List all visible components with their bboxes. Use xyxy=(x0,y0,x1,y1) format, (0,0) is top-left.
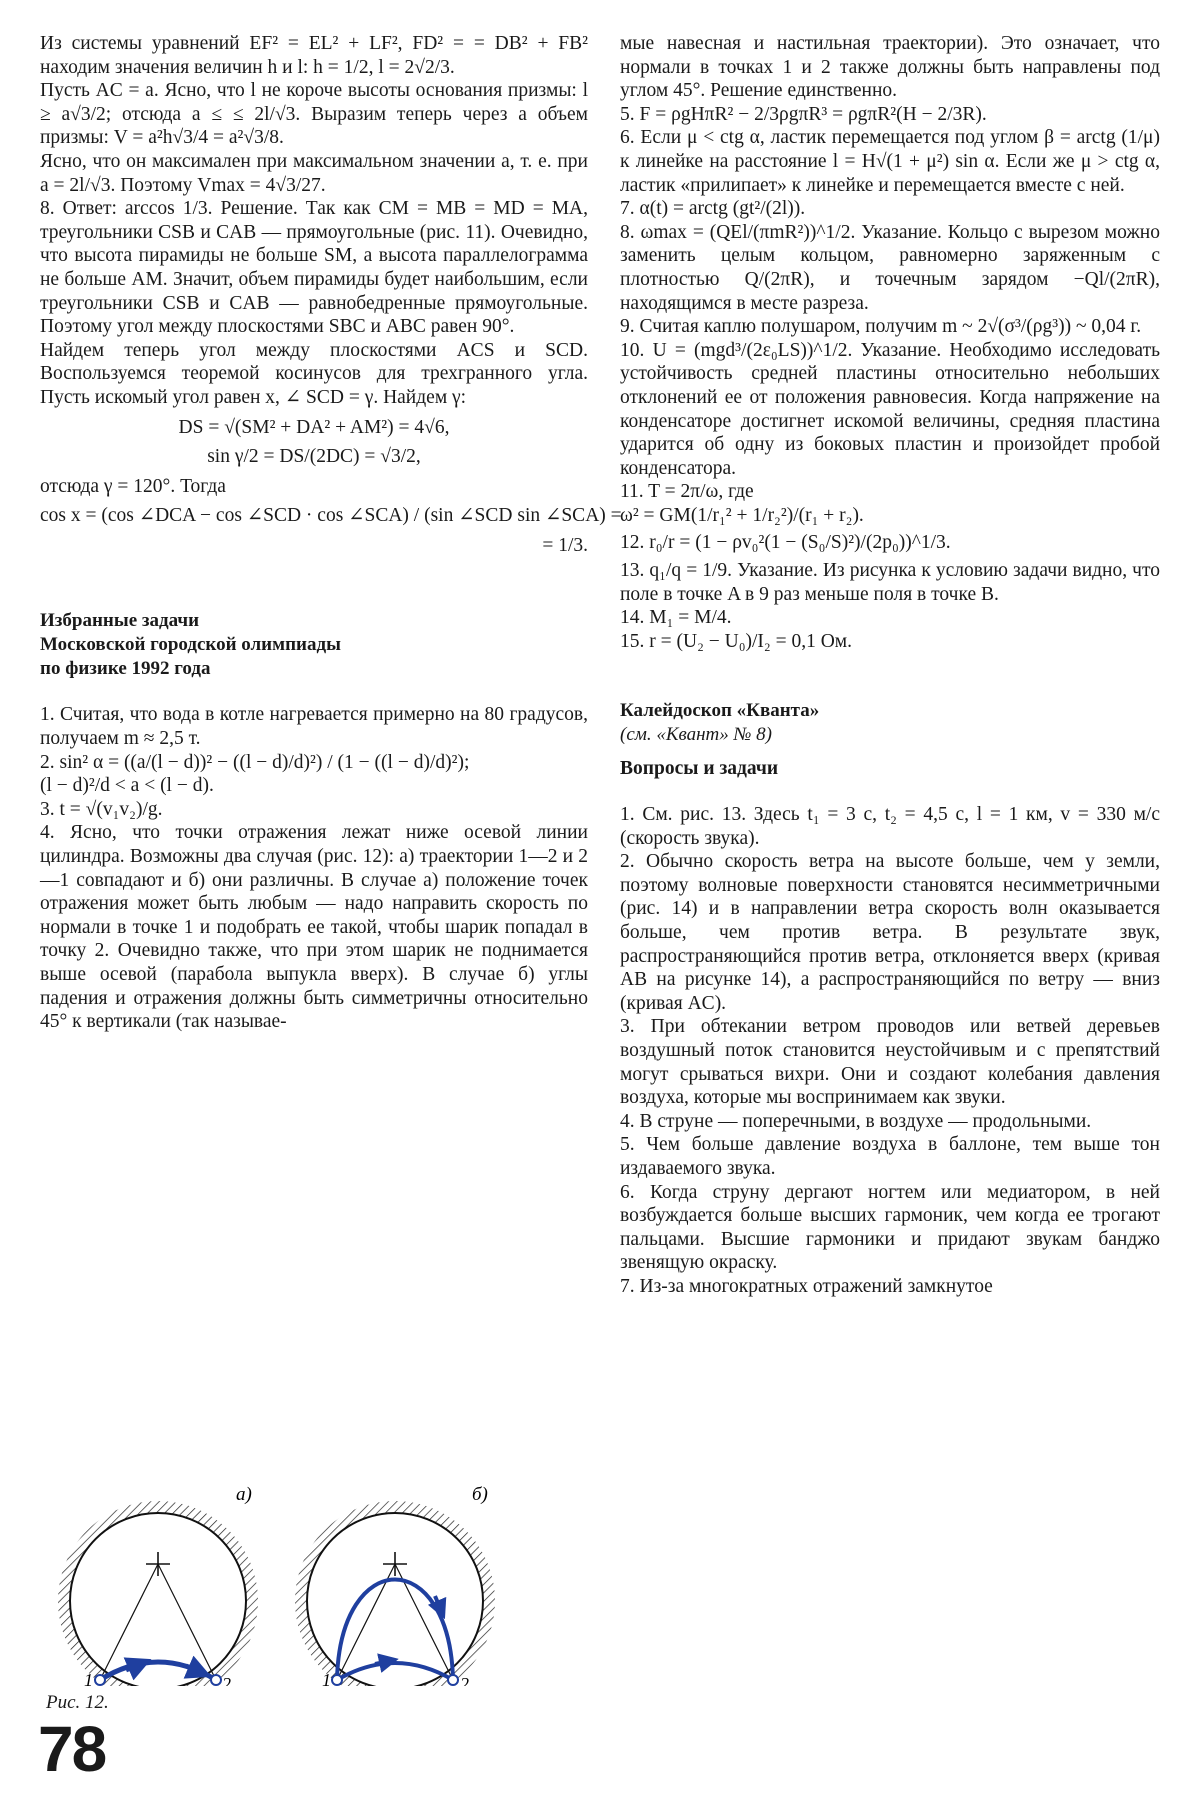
cylinder-circle xyxy=(307,1513,483,1686)
answer-item: (l − d)²/d < a < (l − d). xyxy=(40,775,214,797)
reflection-point xyxy=(332,1675,342,1685)
answer-item: 5. F = ρgHπR² − 2/3ρgπR³ = ρgπR²(H − 2/3R). xyxy=(620,103,987,125)
page-number: 78 xyxy=(38,1713,106,1785)
section-title: Избранные задачи xyxy=(40,610,200,632)
figure-12-drawing xyxy=(40,1476,588,1686)
paragraph: отсюда γ = 120°. Тогда xyxy=(40,475,226,497)
answer-item: 11. T = 2π/ω, где xyxy=(620,481,754,503)
answer-item: 12. r₀/r = (1 − ρv₀²(1 − (S₀/S)²)/(2p₀))^1/3. xyxy=(620,532,951,554)
formula-sin: sin γ/2 = DS/(2DC) = √3/2, xyxy=(207,446,421,468)
answer-item: 8. ωmax = (QEl/(πmR²))^1/2. Указание. Кольцо с вырезом можно заменить целым кольцом, равномерно заряженным с плотностью Q/(2πR), и точечным зарядом −Ql/(2πR), находящимся в месте разреза. xyxy=(620,221,1160,314)
formula-cos: cos x = (cos ∠DCA − cos ∠SCD · cos ∠SCA) / (sin ∠SCD sin ∠SCA) = xyxy=(40,505,622,527)
paragraph: Из системы уравнений EF² = EL² + LF², FD² = = DB² + FB² находим значения величин h и l: h = 1/2, l = 2√2/3. xyxy=(40,33,588,78)
point-2-label: 2 xyxy=(222,1674,231,1686)
figure-12 xyxy=(40,1476,588,1686)
answer-item: 2. Обычно скорость ветра на высоте больше, чем у земли, поэтому волновые поверхности становятся несимметричными (рис. 14) и в направлении ветра скорость волн оказывается больше, чем против ветра. В результате звук, распространяющийся против ветра, отклоняется вверх (кривая AB на рисунке 14), а распространяющийся по ветру — вниз (кривая AC). xyxy=(620,851,1160,1014)
answer-item: 9. Считая каплю полушаром, получим m ~ 2√(σ³/(ρg³)) ~ 0,04 г. xyxy=(620,316,1142,338)
formula-cos-result: = 1/3. xyxy=(542,534,588,556)
point-1-label: 1 xyxy=(84,1670,93,1686)
answer-item: 1. См. рис. 13. Здесь t₁ = 3 с, t₂ = 4,5 с, l = 1 км, v = 330 м/с (скорость звука). xyxy=(620,804,1160,849)
answer-item: 10. U = (mgd³/(2ε₀LS))^1/2. Указание. Необходимо исследовать устойчивость средней пластины относительно небольших отклонений ее от положения равновесия. Когда напряжение на конденсаторе достигнет искомой величины, средняя пластина ударится об одну из боковых пластин и произойдет пробой конденсатора. xyxy=(620,339,1160,479)
section-title: Московской городской олимпиады xyxy=(40,634,341,656)
point-1-label: 1 xyxy=(322,1670,331,1686)
kaleidoscope-heading xyxy=(620,699,1160,747)
section-title: Калейдоскоп «Кванта» xyxy=(620,700,820,722)
subsection-title: Вопросы и задачи xyxy=(620,758,779,780)
answer-item: 2. sin² α = ((a/(l − d))² − ((l − d)/d)²) / (1 − ((l − d)/d)²); xyxy=(40,751,470,773)
paragraph: 8. Ответ: arccos 1/3. Решение. Так как CM = MB = MD = MA, треугольники CSB и CAB — прямоугольные (рис. 11). Очевидно, что высота пирамиды не больше SM, а высота параллелограмма не больше AM. Значит, объем пирамиды будет наибольшим, если треугольники CSB и CAB — равнобедренные прямоугольные. Поэтому угол между плоскостями SBC и ABC равен 90°. xyxy=(40,198,588,338)
left-column xyxy=(40,32,622,1034)
right-column xyxy=(620,32,1160,1299)
figure-label-b: б) xyxy=(472,1484,488,1505)
figure-label-a: а) xyxy=(236,1484,252,1505)
answer-item: 6. Если μ < ctg α, ластик перемещается под углом β = arctg (1/μ) к линейке на расстояние l = H√(1 + μ²) sin α. Если же μ > ctg α, ластик «прилипает» к линейке и перемещается вместе с ней. xyxy=(620,127,1160,196)
olympiad-heading xyxy=(40,609,588,681)
answer-item: 4. Ясно, что точки отражения лежат ниже осевой линии цилиндра. Возможны два случая (рис. 12): а) траектории 1—2 и 2—1 совпадают и б) они различны. В случае а) положение точек отражения может быть любым — надо направить скорость по нормали в точке 1 и подобрать ее такой, чтобы шарик попадал в точку 2. Очевидно также, что при этом шарик не поднимается выше осевой (парабола выпукла вверх). В случае б) углы падения и отражения должны быть симметричны относительно 45° к вертикали (так называе- xyxy=(40,822,588,1033)
answer-item: 14. M₁ = M/4. xyxy=(620,607,732,629)
answer-item: 3. t = √(v₁v₂)/g. xyxy=(40,798,163,820)
section-title: по физике 1992 года xyxy=(40,658,211,680)
answer-item: 6. Когда струну дергают ногтем или медиатором, в ней возбуждается больше высших гармоник, чем когда ее трогают пальцами. Высшие гармоники и придают звукам банджо звенящую окраску. xyxy=(620,1181,1160,1274)
paragraph: Ясно, что он максимален при максимальном значении a, т. е. при a = 2l/√3. Поэтому Vmax = 4√3/27. xyxy=(40,150,588,196)
answer-item: 15. r = (U₂ − U₀)/I₂ = 0,1 Ом. xyxy=(620,630,852,652)
paragraph: Пусть AC = a. Ясно, что l не короче высоты основания призмы: l ≥ a√3/2; отсюда a ≤ ≤ 2l/√3. Выразим теперь через a объем призмы: V = a²h√3/4 = a²√3/8. xyxy=(40,80,588,149)
paragraph: мые навесная и настильная траектории). Это означает, что нормали в точках 1 и 2 также должны быть направлены под углом 45°. Решение единственно. xyxy=(620,33,1160,102)
answer-item: 4. В струне — поперечными, в воздухе — продольными. xyxy=(620,1110,1092,1132)
reflection-point xyxy=(95,1675,105,1685)
paragraph: Найдем теперь угол между плоскостями ACS и SCD. Воспользуемся теоремой косинусов для трехгранного угла. Пусть искомый угол равен x, ∠ SCD = γ. Найдем γ: xyxy=(40,339,588,408)
reflection-point xyxy=(448,1675,458,1685)
figure-b xyxy=(295,1484,495,1686)
answer-item: 1. Считая, что вода в котле нагревается примерно на 80 градусов, получаем m ≈ 2,5 т. xyxy=(40,704,588,750)
figure-a xyxy=(58,1484,258,1686)
point-2-label: 2 xyxy=(460,1674,469,1686)
answer-item: 5. Чем больше давление воздуха в баллоне, тем выше тон издаваемого звука. xyxy=(620,1134,1160,1179)
answer-item: 7. Из-за многократных отражений замкнутое xyxy=(620,1275,993,1297)
answer-formula: ω² = GM(1/r₁² + 1/r₂²)/(r₁ + r₂). xyxy=(620,504,864,526)
formula-ds: DS = √(SM² + DA² + AM²) = 4√6, xyxy=(178,416,450,438)
answer-item: 7. α(t) = arctg (gt²/(2l)). xyxy=(620,198,806,220)
answer-item: 13. q₁/q = 1/9. Указание. Из рисунка к условию задачи видно, что поле в точке A в 9 раз меньше поля в точке B. xyxy=(620,560,1160,605)
reflection-point xyxy=(211,1675,221,1685)
answer-item: 3. При обтекании ветром проводов или ветвей деревьев воздушный поток становится неустойчивым и с препятствий могут срываться вихри. Они и создают колебания давления воздуха, которые мы воспринимаем как звуки. xyxy=(620,1016,1160,1109)
section-reference: (см. «Квант» № 8) xyxy=(620,724,773,746)
figure-caption: Рис. 12. xyxy=(46,1692,109,1713)
